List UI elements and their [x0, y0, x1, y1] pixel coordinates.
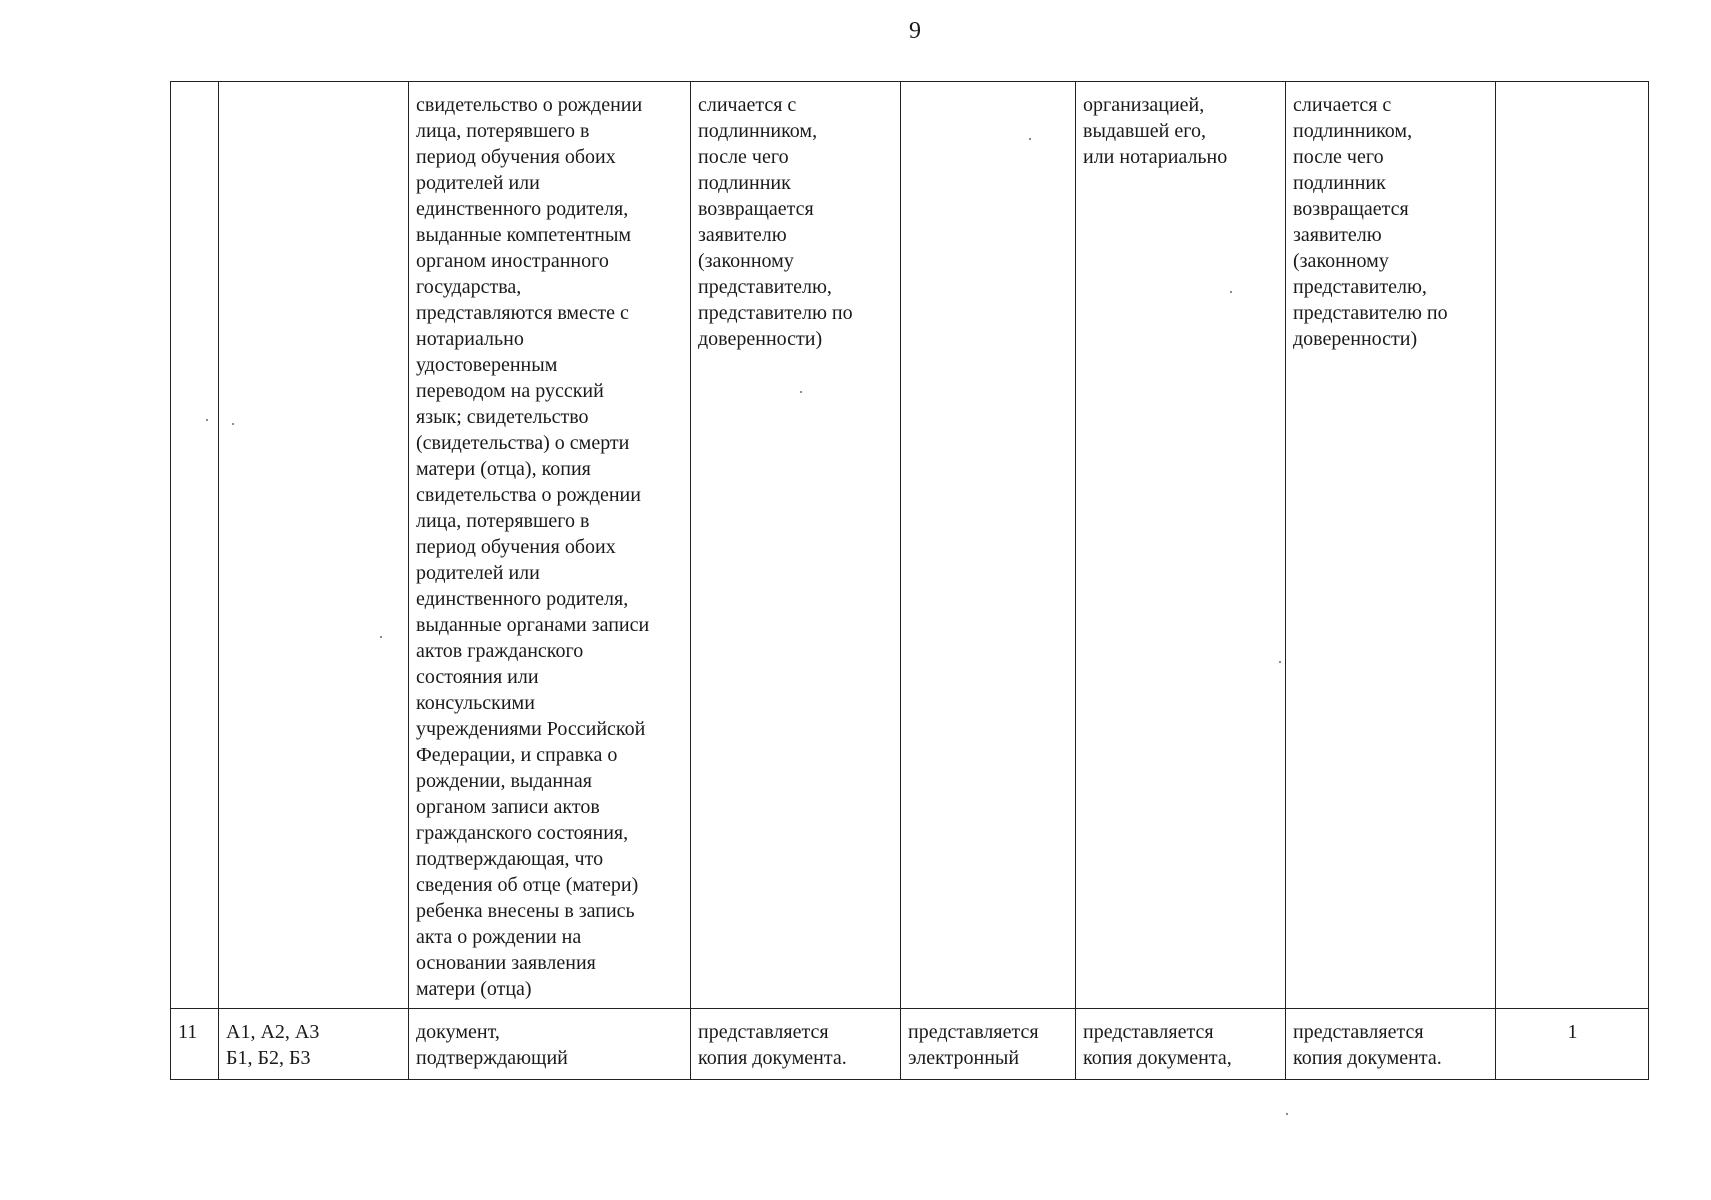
page-number: 9: [909, 18, 921, 44]
cell-category: [219, 82, 409, 1009]
cell-certification: представляется копия документа,: [1076, 1009, 1286, 1080]
table-row: [171, 82, 1649, 1009]
cell-original-presentation: сличается с подлинником, после чего подлинник возвращается заявителю (законному представителю, представителю по доверенности): [691, 82, 901, 1009]
table-row: [171, 1009, 1649, 1080]
cell-document-name: документ, подтверждающий: [409, 1009, 691, 1080]
scan-speck: [232, 423, 234, 425]
cell-electronic-form: представляется электронный: [901, 1009, 1076, 1080]
cell-copy-presentation: представляется копия документа.: [1286, 1009, 1496, 1080]
cell-document-name: свидетельство о рождении лица, потерявшего в период обучения обоих родителей или единственного родителя, выданные компетентным органом иностранного государства, представляются вместе с нотариально удостоверенным переводом на русский язык; свидетельство (свидетельства) о смерти матери (отца), копия свидетельства о рождении лица, потерявшего в период обучения обоих родителей или единственного родителя, выданные органами записи актов гражданского состояния или консульскими учреждениями Российской Федерации, и справка о рождении, выданная органом записи актов гражданского состояния, подтверждающая, что сведения об отце (матери) ребенка внесены в запись акта о рождении на основании заявления матери (отца): [409, 82, 691, 1009]
cell-count: [1496, 82, 1649, 1009]
scan-speck: [1230, 291, 1232, 293]
cell-electronic-form: [901, 82, 1076, 1009]
cell-certification: организацией, выдавшей его, или нотариально: [1076, 82, 1286, 1009]
cell-category: А1, А2, А3 Б1, Б2, Б3: [219, 1009, 409, 1080]
scan-speck: [1286, 1113, 1288, 1115]
cell-count: 1: [1496, 1009, 1649, 1080]
cell-number: 11: [171, 1009, 219, 1080]
scan-speck: [1029, 138, 1031, 140]
scan-speck: [206, 419, 208, 421]
cell-copy-presentation: сличается с подлинником, после чего подлинник возвращается заявителю (законному представителю, представителю по доверенности): [1286, 82, 1496, 1009]
scan-speck: [380, 636, 382, 638]
cell-original-presentation: представляется копия документа.: [691, 1009, 901, 1080]
scan-speck: [1279, 661, 1281, 663]
document-table: [170, 81, 1649, 1080]
cell-number: [171, 82, 219, 1009]
scan-speck: [800, 391, 802, 393]
